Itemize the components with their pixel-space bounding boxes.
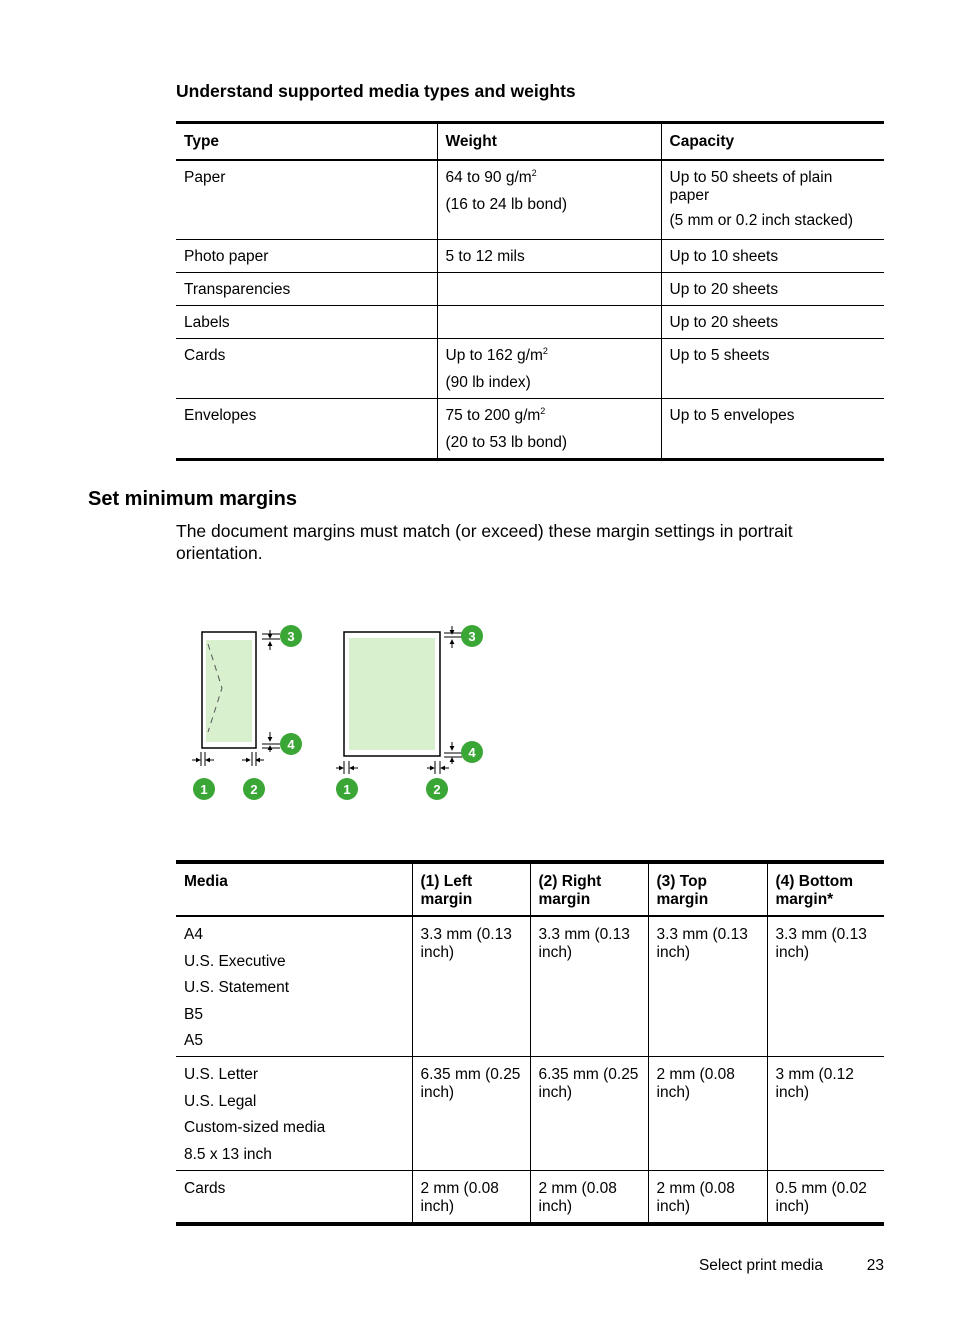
column-header-media: Media (176, 862, 412, 916)
svg-text:4: 4 (287, 737, 295, 752)
weight-cell (437, 272, 661, 305)
right-margin-cell: 2 mm (0.08 inch) (530, 1170, 648, 1224)
media-name: A5 (184, 1032, 203, 1049)
margins-table (176, 860, 884, 1226)
callout-left-margin-page (336, 778, 358, 800)
column-header-type: Type (176, 123, 437, 161)
capacity-cell: Up to 5 envelopes (661, 398, 884, 459)
table-row (176, 338, 884, 398)
table-row (176, 239, 884, 272)
media-cell (176, 916, 412, 1057)
svg-text:1: 1 (200, 782, 208, 797)
callout-top-margin-page (461, 625, 483, 647)
type-cell: Labels (176, 305, 437, 338)
page-diagram (336, 626, 462, 774)
table-row (176, 1057, 884, 1171)
callout-top-margin-envelope (280, 625, 302, 647)
weight-note: (16 to 24 lb bond) (445, 196, 568, 213)
column-header-right-margin: (2) Right margin (530, 862, 648, 916)
weight-note: (20 to 53 lb bond) (445, 433, 568, 451)
media-name: U.S. Statement (184, 979, 290, 996)
media-name: U.S. Executive (184, 952, 286, 970)
margins-heading: Set minimum margins (88, 488, 297, 510)
table-row (176, 398, 884, 459)
superscript: 2 (540, 405, 546, 416)
type-cell: Envelopes (176, 398, 437, 459)
weight-cell (437, 398, 661, 459)
left-margin-cell: 2 mm (0.08 inch) (412, 1170, 530, 1224)
weight-note: (90 lb index) (445, 373, 531, 391)
column-header-left-margin: (1) Left margin (412, 862, 530, 916)
bottom-margin-cell: 3 mm (0.12 inch) (767, 1057, 884, 1171)
media-name: U.S. Letter (184, 1066, 259, 1083)
weight-cell (437, 305, 661, 338)
superscript: 2 (542, 345, 548, 356)
media-cell (176, 1170, 412, 1224)
capacity-cell: Up to 5 sheets (661, 338, 884, 398)
capacity-cell: Up to 20 sheets (661, 305, 884, 338)
left-margin-cell: 3.3 mm (0.13 inch) (412, 916, 530, 1057)
callout-left-margin-envelope (193, 778, 215, 800)
bottom-margin-cell: 0.5 mm (0.02 inch) (767, 1170, 884, 1224)
page-number: 23 (866, 1257, 884, 1274)
capacity-cell: Up to 10 sheets (661, 239, 884, 272)
capacity-cell: Up to 20 sheets (661, 272, 884, 305)
capacity-note: (5 mm or 0.2 inch stacked) (669, 212, 853, 229)
bottom-margin-cell: 3.3 mm (0.13 inch) (767, 916, 884, 1057)
media-name: Custom-sized media (184, 1119, 326, 1136)
svg-text:2: 2 (250, 782, 258, 797)
table-row (176, 160, 884, 239)
callout-right-margin-envelope (243, 778, 265, 800)
weight-cell: 5 to 12 mils (437, 239, 661, 272)
table-row (176, 916, 884, 1057)
svg-text:1: 1 (343, 782, 351, 797)
left-margin-cell: 6.35 mm (0.25 inch) (412, 1057, 530, 1171)
column-header-capacity: Capacity (661, 123, 884, 161)
callout-bottom-margin-page (461, 741, 483, 763)
right-margin-cell: 6.35 mm (0.25 inch) (530, 1057, 648, 1171)
column-header-weight: Weight (437, 123, 661, 161)
media-name: Cards (184, 1179, 226, 1197)
type-cell: Transparencies (176, 272, 437, 305)
top-margin-cell: 2 mm (0.08 inch) (648, 1057, 767, 1171)
svg-text:2: 2 (433, 782, 441, 797)
table-row (176, 305, 884, 338)
margin-diagram (186, 620, 496, 810)
superscript: 2 (531, 167, 537, 178)
svg-text:4: 4 (468, 745, 476, 760)
envelope-diagram (192, 630, 280, 766)
type-cell: Cards (176, 338, 437, 398)
weight-value: 64 to 90 g/m (445, 169, 532, 186)
media-name: U.S. Legal (184, 1092, 257, 1110)
top-margin-cell: 3.3 mm (0.13 inch) (648, 916, 767, 1057)
weight-value: 75 to 200 g/m (445, 406, 541, 424)
media-name: B5 (184, 1005, 203, 1023)
table-row (176, 1170, 884, 1224)
table-header-row (176, 123, 884, 161)
column-header-top-margin: (3) Top margin (648, 862, 767, 916)
capacity-value: Up to 50 sheets of plain paper (669, 169, 833, 204)
capacity-cell (661, 160, 884, 239)
right-margin-cell: 3.3 mm (0.13 inch) (530, 916, 648, 1057)
svg-text:3: 3 (468, 629, 476, 644)
callout-bottom-margin-envelope (280, 733, 302, 755)
column-header-bottom-margin: (4) Bottom margin* (767, 862, 884, 916)
media-types-table (176, 121, 884, 461)
weight-cell (437, 338, 661, 398)
type-cell: Photo paper (176, 239, 437, 272)
top-margin-cell: 2 mm (0.08 inch) (648, 1170, 767, 1224)
weight-value: Up to 162 g/m (445, 346, 543, 364)
table-row (176, 272, 884, 305)
media-name: A4 (184, 926, 203, 943)
media-types-heading: Understand supported media types and weights (176, 81, 576, 101)
media-name: 8.5 x 13 inch (184, 1145, 272, 1163)
callout-right-margin-page (426, 778, 448, 800)
weight-cell (437, 160, 661, 239)
media-cell (176, 1057, 412, 1171)
margins-intro: The document margins must match (or exceed) these margin settings in portrait orientation. (176, 521, 793, 563)
svg-text:3: 3 (287, 629, 295, 644)
type-cell: Paper (176, 160, 437, 239)
footer-section-title: Select print media (698, 1257, 823, 1274)
table-header-row (176, 862, 884, 916)
